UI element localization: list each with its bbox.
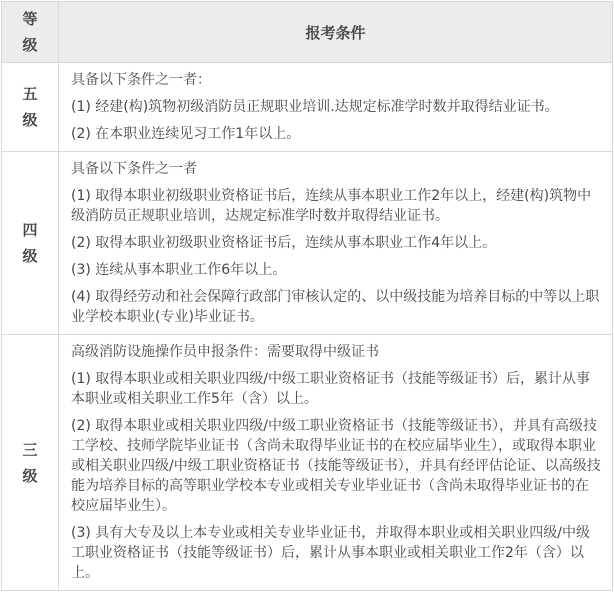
header-level-label: 等级: [22, 10, 38, 54]
condition-paragraph: (3) 连续从事本职业工作6年以上。: [71, 262, 287, 278]
qualification-table: [1, 1, 613, 591]
condition-paragraph: 高级消防设施操作员申报条件：需要取得中级证书: [71, 344, 379, 360]
level-label: 三级: [22, 440, 38, 485]
header-cell-conditions: 报考条件: [59, 2, 613, 63]
condition-paragraph: (2) 取得本职业初级职业资格证书后，连续从事本职业工作4年以上。: [71, 235, 497, 251]
level-cell: [2, 335, 59, 591]
table-row: [2, 63, 613, 152]
condition-paragraph: (2) 取得本职业或相关职业四级/中级工职业资格证书（技能等级证书），并具有高级技工学校、技师学院毕业证书（含尚未取得毕业证书的在校应届毕业生），或取得本职业或相关职业四级/中级工职业资格证书（技能等级证书），并具有经评估论证、以高级技能为培养目标的高等职业学校本专业或相关专业毕业证书（含尚未取得毕业证书的在校应届毕业生）。: [71, 418, 601, 514]
table-body: [2, 63, 613, 591]
condition-paragraph: (4) 取得经劳动和社会保障行政部门审核认定的、以中级技能为培养目标的中等以上职业学校本职业(专业)毕业证书。: [71, 289, 600, 325]
level-label: 四级: [22, 221, 38, 265]
level-cell: [2, 152, 59, 335]
header-cell-level: [2, 2, 59, 63]
condition-paragraph: (1) 取得本职业初级职业资格证书后，连续从事本职业工作2年以上，经建(构)筑物中级消防员正规职业培训，达规定标准学时数并取得结业证书。: [71, 188, 592, 224]
condition-paragraph: (2) 在本职业连续见习工作1年以上。: [71, 126, 301, 142]
table-row: [2, 335, 613, 591]
condition-paragraph: (3) 具有大专及以上本专业或相关专业毕业证书，并取得本职业或相关职业四级/中级工职业资格证书（技能等级证书）后，累计从事本职业或相关职业工作2年（含）以上。: [71, 525, 590, 581]
condition-paragraph: (1) 取得本职业或相关职业四级/中级工职业资格证书（技能等级证书）后，累计从事本职业或相关职业工作5年（含）以上。: [71, 371, 590, 407]
page: [0, 1, 614, 597]
conditions-cell: [59, 335, 613, 591]
condition-paragraph: (1) 经建(构)筑物初级消防员正规职业培训.达规定标准学时数并取得结业证书。: [71, 99, 559, 115]
condition-paragraph: 具备以下条件之一者: [71, 161, 197, 177]
level-label: 五级: [22, 85, 38, 129]
level-cell: [2, 63, 59, 152]
table-header: [2, 2, 613, 63]
table-row: [2, 152, 613, 335]
conditions-cell: [59, 63, 613, 152]
conditions-cell: [59, 152, 613, 335]
header-row: [2, 2, 613, 63]
condition-paragraph: 具备以下条件之一者：: [71, 72, 211, 88]
